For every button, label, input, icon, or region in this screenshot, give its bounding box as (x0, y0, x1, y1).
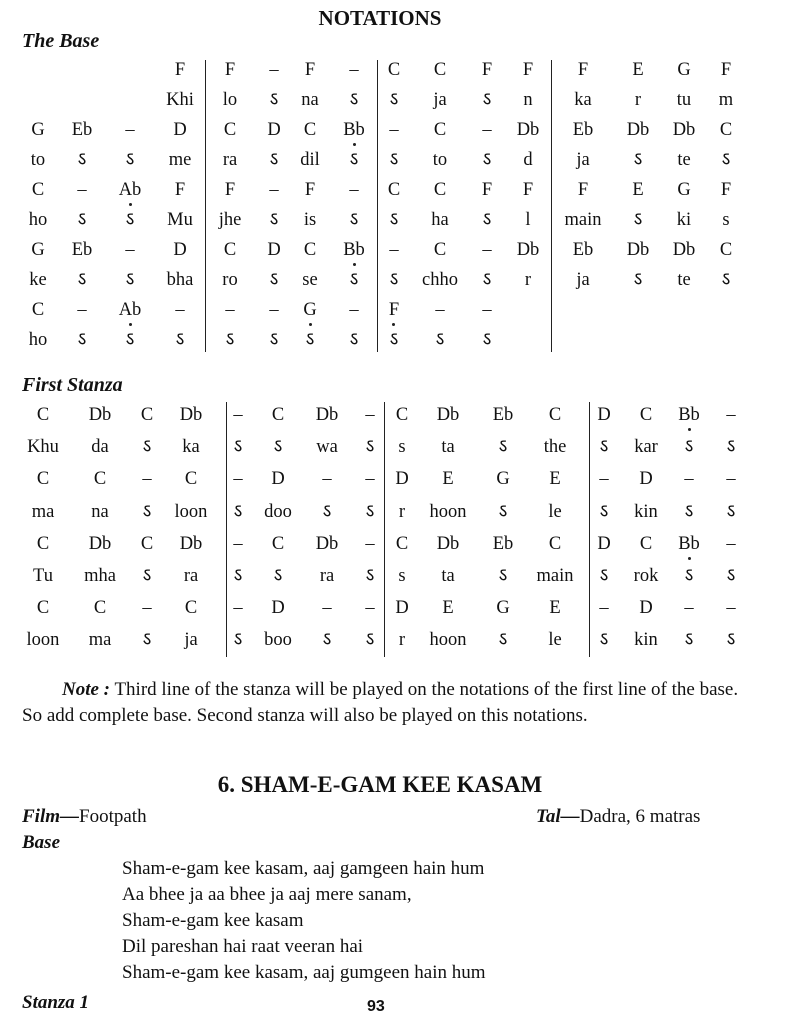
stanza_section-cell-r8-c8: ऽ (365, 630, 375, 651)
stanza_section-cell-r5-c8: – (365, 533, 375, 554)
stanza_section-cell-r1-c16: – (726, 405, 736, 425)
base_section-cell-r8-c9: ऽ (389, 270, 399, 290)
base_section-cell-r7-c1: G (31, 240, 45, 260)
base_section-cell-r5-c12: F (522, 180, 534, 200)
base_section-cell-r3-c2: Eb (71, 120, 93, 140)
lyric-line-5: Sham-e-gam kee kasam, aaj gumgeen hain hum (122, 962, 486, 983)
base_section-cell-r6-c8: ऽ (349, 210, 359, 230)
base_section-cell-r9-c9: F (388, 300, 400, 320)
base_section-cell-r2-c14: r (634, 90, 642, 110)
stanza_section-cell-r4-c11: ऽ (498, 501, 508, 522)
stanza_section-cell-r1-c9: C (395, 405, 409, 425)
stanza_section-cell-r2-c3: ऽ (142, 437, 152, 458)
base_section-cell-r9-c6: – (269, 300, 279, 320)
base_section-cell-r8-c8: ऽ (349, 270, 359, 290)
stanza_section-cell-r7-c7: – (322, 598, 332, 619)
base_section-cell-r3-c5: C (223, 120, 237, 140)
stanza_section-cell-r6-c12: main (536, 566, 574, 586)
stanza_section-cell-r3-c15: – (684, 469, 694, 490)
stanza_section-cell-r5-c1: C (36, 533, 50, 554)
base_section-cell-r4-c6: ऽ (269, 150, 279, 170)
base_section-cell-r10-c4: ऽ (175, 330, 185, 350)
base_section-cell-r2-c10: ja (433, 90, 447, 110)
base_section-cell-r3-c11: – (482, 120, 492, 140)
stanza_section-cell-r6-c5: ऽ (233, 566, 243, 586)
stanza_section-cell-r2-c1: Khu (27, 437, 59, 458)
stanza_section-cell-r4-c8: ऽ (365, 501, 375, 522)
stanza-heading: First Stanza (22, 374, 123, 396)
stanza_section-cell-r3-c11: G (496, 469, 510, 490)
lyric-line-4: Dil pareshan hai raat veeran hai (122, 936, 364, 957)
stanza_section-cell-r7-c13: – (599, 598, 609, 619)
base_section-cell-r7-c6: D (267, 240, 281, 260)
song-title: 6. SHAM-E-GAM KEE KASAM (217, 772, 543, 797)
stanza_section-cell-r1-c15: Bb (678, 405, 700, 425)
base_section-cell-r1-c7: F (304, 60, 316, 80)
base_section-cell-r7-c10: C (433, 240, 447, 260)
base_section-cell-r7-c3: – (125, 240, 135, 260)
stanza_section-cell-r8-c7: ऽ (322, 630, 332, 651)
stanza_section-cell-r7-c9: D (395, 598, 409, 619)
stanza_section-bar-line (226, 402, 227, 657)
base_section-cell-r7-c5: C (223, 240, 237, 260)
stanza_section-cell-r3-c10: E (442, 469, 454, 490)
base_section-cell-r2-c11: ऽ (482, 90, 492, 110)
tal-label: Tal— (536, 806, 580, 827)
base_section-cell-r6-c7: is (303, 210, 317, 230)
stanza_section-cell-r2-c10: ta (441, 437, 455, 458)
base_section-cell-r6-c3: ऽ (125, 210, 135, 230)
stanza-1-label: Stanza 1 (22, 992, 90, 1013)
base_section-cell-r1-c9: C (387, 60, 401, 80)
base_section-cell-r3-c15: Db (672, 120, 696, 140)
stanza_section-cell-r8-c11: ऽ (498, 630, 508, 651)
stanza_section-cell-r1-c4: Db (179, 405, 203, 425)
base_section-cell-r5-c1: C (31, 180, 45, 200)
base_section-cell-r7-c14: Db (626, 240, 650, 260)
stanza_section-cell-r3-c5: – (233, 469, 243, 490)
base_section-cell-r10-c10: ऽ (435, 330, 445, 350)
stanza_section-cell-r8-c2: ma (88, 630, 112, 651)
base_section-cell-r7-c15: Db (672, 240, 696, 260)
stanza_section-cell-r4-c3: ऽ (142, 501, 152, 522)
stanza_section-cell-r4-c10: hoon (429, 501, 467, 522)
base_section-cell-r6-c6: ऽ (269, 210, 279, 230)
base_section-cell-r9-c7: G (303, 300, 317, 320)
stanza_section-cell-r2-c8: ऽ (365, 437, 375, 458)
stanza_section-cell-r6-c3: ऽ (142, 566, 152, 586)
base_section-cell-r3-c12: Db (516, 120, 540, 140)
stanza_section-cell-r7-c4: C (184, 598, 198, 619)
stanza_section-cell-r2-c16: ऽ (726, 437, 736, 458)
base_section-cell-r5-c5: F (224, 180, 236, 200)
stanza_section-cell-r6-c9: s (398, 566, 406, 586)
base_section-cell-r1-c11: F (481, 60, 493, 80)
stanza_section-cell-r8-c10: hoon (429, 630, 467, 651)
base_section-cell-r4-c8: ऽ (349, 150, 359, 170)
lyric-line-2: Aa bhee ja aa bhee ja aaj mere sanam, (122, 884, 412, 905)
base_section-cell-r6-c5: jhe (218, 210, 242, 230)
base_section-cell-r8-c1: ke (29, 270, 47, 290)
base_section-cell-r9-c10: – (435, 300, 445, 320)
base_section-cell-r9-c2: – (77, 300, 87, 320)
stanza_section-cell-r3-c12: E (549, 469, 561, 490)
base_section-cell-r7-c4: D (173, 240, 187, 260)
stanza_section-cell-r3-c6: D (271, 469, 285, 490)
stanza_section-cell-r3-c1: C (36, 469, 50, 490)
stanza_section-cell-r8-c12: le (548, 630, 562, 651)
base_section-cell-r4-c1: to (30, 150, 46, 170)
stanza_section-cell-r8-c6: boo (264, 630, 292, 651)
stanza_section-cell-r1-c10: Db (436, 405, 460, 425)
base_section-cell-r6-c16: s (722, 210, 730, 230)
base_section-cell-r2-c6: ऽ (269, 90, 279, 110)
base_section-cell-r1-c10: C (433, 60, 447, 80)
base_section-cell-r7-c2: Eb (71, 240, 93, 260)
stanza_section-cell-r4-c16: ऽ (726, 501, 736, 522)
base_section-cell-r1-c5: F (224, 60, 236, 80)
base_section-cell-r6-c1: ho (28, 210, 48, 230)
base_section-cell-r8-c11: ऽ (482, 270, 492, 290)
stanza_section-cell-r6-c13: ऽ (599, 566, 609, 586)
base_section-cell-r5-c3: Ab (118, 180, 142, 200)
base_section-cell-r9-c8: – (349, 300, 359, 320)
lyric-line-3: Sham-e-gam kee kasam (122, 910, 304, 931)
base_section-cell-r8-c13: ja (576, 270, 590, 290)
base_section-cell-r1-c12: F (522, 60, 534, 80)
base_section-cell-r10-c2: ऽ (77, 330, 87, 350)
base_section-cell-r3-c16: C (719, 120, 733, 140)
base_section-cell-r8-c12: r (524, 270, 532, 290)
base_section-cell-r6-c9: ऽ (389, 210, 399, 230)
stanza_section-bar-line (589, 402, 590, 657)
base_section-cell-r9-c4: – (175, 300, 185, 320)
stanza_section-cell-r6-c6: ऽ (273, 566, 283, 586)
stanza_section-cell-r4-c4: loon (174, 501, 208, 522)
base_section-cell-r3-c4: D (173, 120, 187, 140)
stanza_section-cell-r6-c7: ra (319, 566, 335, 586)
base_section-cell-r5-c15: G (677, 180, 691, 200)
base_section-cell-r6-c4: Mu (167, 210, 193, 230)
stanza_section-cell-r7-c15: – (684, 598, 694, 619)
base_section-cell-r1-c14: E (632, 60, 644, 80)
base_section-cell-r7-c12: Db (516, 240, 540, 260)
stanza_section-cell-r7-c11: G (496, 598, 510, 619)
stanza_section-cell-r7-c6: D (271, 598, 285, 619)
base_section-cell-r10-c7: ऽ (305, 330, 315, 350)
stanza_section-cell-r1-c8: – (365, 405, 375, 425)
base_section-cell-r3-c14: Db (626, 120, 650, 140)
base_section-cell-r8-c3: ऽ (125, 270, 135, 290)
stanza_section-cell-r5-c16: – (726, 533, 736, 554)
stanza_section-cell-r1-c1: C (36, 405, 50, 425)
film-value: Footpath (79, 806, 147, 827)
stanza_section-cell-r5-c7: Db (315, 533, 339, 554)
base_section-cell-r5-c10: C (433, 180, 447, 200)
base_section-cell-r3-c7: C (303, 120, 317, 140)
base_section-cell-r8-c14: ऽ (633, 270, 643, 290)
stanza_section-cell-r2-c9: s (398, 437, 406, 458)
stanza_section-cell-r2-c7: wa (316, 437, 338, 458)
base_section-cell-r8-c6: ऽ (269, 270, 279, 290)
base_section-cell-r10-c3: ऽ (125, 330, 135, 350)
film-line (22, 804, 147, 830)
stanza_section-cell-r4-c2: na (91, 501, 109, 522)
stanza_section-cell-r3-c2: C (93, 469, 107, 490)
base_section-cell-r1-c15: G (677, 60, 691, 80)
base_section-cell-r8-c2: ऽ (77, 270, 87, 290)
base_section-cell-r3-c10: C (433, 120, 447, 140)
stanza_section-cell-r5-c12: C (548, 533, 562, 554)
stanza_section-cell-r3-c8: – (365, 469, 375, 490)
base_section-cell-r7-c16: C (719, 240, 733, 260)
film-label: Film— (22, 806, 80, 827)
stanza_section-cell-r2-c14: kar (634, 437, 658, 458)
base_section-cell-r2-c16: m (718, 90, 734, 110)
base_section-cell-r8-c4: bha (166, 270, 194, 290)
base_section-cell-r1-c4: F (174, 60, 186, 80)
stanza_section-cell-r3-c16: – (726, 469, 736, 490)
stanza_section-cell-r6-c10: ta (441, 566, 455, 586)
base_section-cell-r5-c13: F (577, 180, 589, 200)
base_section-cell-r7-c11: – (482, 240, 492, 260)
stanza_section-cell-r6-c11: ऽ (498, 566, 508, 586)
stanza_section-cell-r5-c5: – (233, 533, 243, 554)
stanza_section-cell-r2-c12: the (543, 437, 567, 458)
stanza_section-cell-r5-c14: C (639, 533, 653, 554)
base_section-cell-r10-c6: ऽ (269, 330, 279, 350)
base_section-cell-r3-c13: Eb (572, 120, 594, 140)
base_section-cell-r5-c11: F (481, 180, 493, 200)
stanza_section-cell-r1-c5: – (233, 405, 243, 425)
base_section-cell-r10-c5: ऽ (225, 330, 235, 350)
base_section-cell-r5-c16: F (720, 180, 732, 200)
stanza_section-cell-r2-c6: ऽ (273, 437, 283, 458)
stanza_section-cell-r7-c16: – (726, 598, 736, 619)
base_section-cell-r4-c13: ja (576, 150, 590, 170)
base_section-cell-r4-c2: ऽ (77, 150, 87, 170)
base_section-cell-r5-c7: F (304, 180, 316, 200)
base_section-cell-r4-c9: ऽ (389, 150, 399, 170)
stanza_section-cell-r1-c7: Db (315, 405, 339, 425)
base_section-cell-r7-c8: Bb (343, 240, 365, 260)
base_section-cell-r4-c11: ऽ (482, 150, 492, 170)
base_section-cell-r7-c13: Eb (572, 240, 594, 260)
stanza_section-cell-r4-c15: ऽ (684, 501, 694, 522)
base_section-cell-r8-c7: se (302, 270, 318, 290)
stanza_section-cell-r4-c9: r (398, 501, 406, 522)
stanza_section-cell-r8-c14: kin (634, 630, 658, 651)
base_section-cell-r2-c5: lo (222, 90, 238, 110)
stanza_section-cell-r7-c3: – (142, 598, 152, 619)
stanza_section-cell-r3-c4: C (184, 469, 198, 490)
stanza_section-cell-r1-c2: Db (88, 405, 112, 425)
base_section-cell-r10-c1: ho (28, 330, 48, 350)
stanza_section-cell-r7-c1: C (36, 598, 50, 619)
stanza_section-cell-r7-c8: – (365, 598, 375, 619)
stanza_section-cell-r7-c14: D (639, 598, 653, 619)
stanza_section-cell-r8-c5: ऽ (233, 630, 243, 651)
base_section-cell-r2-c15: tu (676, 90, 692, 110)
stanza_section-cell-r2-c5: ऽ (233, 437, 243, 458)
stanza_section-cell-r6-c15: ऽ (684, 566, 694, 586)
stanza_section-cell-r8-c3: ऽ (142, 630, 152, 651)
base_section-cell-r5-c8: – (349, 180, 359, 200)
base_section-cell-r1-c16: F (720, 60, 732, 80)
stanza_section-cell-r5-c9: C (395, 533, 409, 554)
base_section-cell-r8-c10: chho (422, 270, 458, 290)
stanza_section-cell-r8-c4: ja (184, 630, 198, 651)
stanza_section-cell-r5-c6: C (271, 533, 285, 554)
base_section-cell-r2-c13: ka (574, 90, 592, 110)
base_section-cell-r3-c9: – (389, 120, 399, 140)
stanza_section-cell-r4-c1: ma (31, 501, 55, 522)
stanza_section-cell-r6-c2: mha (84, 566, 116, 586)
base_section-cell-r5-c2: – (77, 180, 87, 200)
base_section-cell-r2-c4: Khi (166, 90, 194, 110)
stanza_section-cell-r5-c2: Db (88, 533, 112, 554)
base_section-cell-r3-c6: D (267, 120, 281, 140)
lyric-line-1: Sham-e-gam kee kasam, aaj gamgeen hain hum (122, 858, 485, 879)
base_section-cell-r1-c13: F (577, 60, 589, 80)
base_section-cell-r2-c12: n (523, 90, 533, 110)
stanza_section-cell-r7-c2: C (93, 598, 107, 619)
base-heading: The Base (22, 30, 100, 52)
base_section-cell-r7-c7: C (303, 240, 317, 260)
base_section-cell-r10-c8: ऽ (349, 330, 359, 350)
base_section-cell-r8-c15: te (677, 270, 691, 290)
base_section-cell-r2-c8: ऽ (349, 90, 359, 110)
note-label: Note : (62, 679, 111, 700)
base_section-cell-r2-c7: na (301, 90, 319, 110)
base_section-cell-r6-c10: ha (431, 210, 449, 230)
base_section-cell-r4-c12: d (523, 150, 533, 170)
base_section-cell-r6-c12: l (525, 210, 531, 230)
stanza_section-cell-r4-c7: ऽ (322, 501, 332, 522)
stanza_section-cell-r3-c9: D (395, 469, 409, 490)
base_section-cell-r4-c7: dil (300, 150, 320, 170)
base_section-cell-r2-c9: ऽ (389, 90, 399, 110)
stanza_section-cell-r3-c13: – (599, 469, 609, 490)
base_section-cell-r4-c15: te (677, 150, 691, 170)
stanza_section-cell-r5-c4: Db (179, 533, 203, 554)
base_section-cell-r5-c4: F (174, 180, 186, 200)
stanza_section-cell-r1-c11: Eb (492, 405, 514, 425)
stanza_section-cell-r7-c5: – (233, 598, 243, 619)
stanza_section-cell-r7-c12: E (549, 598, 561, 619)
stanza_section-cell-r8-c15: ऽ (684, 630, 694, 651)
base_section-cell-r3-c3: – (125, 120, 135, 140)
tal-line (536, 804, 700, 830)
stanza_section-cell-r6-c14: rok (633, 566, 659, 586)
page-title: NOTATIONS (318, 6, 442, 30)
stanza_section-cell-r8-c16: ऽ (726, 630, 736, 651)
base_section-cell-r9-c1: C (31, 300, 45, 320)
base_section-cell-r4-c10: to (432, 150, 448, 170)
stanza_section-cell-r4-c6: doo (264, 501, 292, 522)
stanza_section-cell-r5-c11: Eb (492, 533, 514, 554)
stanza_section-cell-r3-c7: – (322, 469, 332, 490)
stanza_section-cell-r2-c13: ऽ (599, 437, 609, 458)
stanza_section-cell-r6-c4: ra (183, 566, 199, 586)
stanza_section-cell-r4-c12: le (548, 501, 562, 522)
base_section-cell-r4-c14: ऽ (633, 150, 643, 170)
base_section-cell-r3-c1: G (31, 120, 45, 140)
base_section-cell-r4-c16: ऽ (721, 150, 731, 170)
base_section-cell-r9-c5: – (225, 300, 235, 320)
base_section-cell-r6-c14: ऽ (633, 210, 643, 230)
stanza_section-cell-r3-c14: D (639, 469, 653, 490)
base_section-cell-r6-c2: ऽ (77, 210, 87, 230)
stanza_section-cell-r4-c13: ऽ (599, 501, 609, 522)
stanza_section-cell-r6-c8: ऽ (365, 566, 375, 586)
stanza_section-cell-r7-c10: E (442, 598, 454, 619)
base_section-cell-r10-c9: ऽ (389, 330, 399, 350)
stanza_section-cell-r4-c14: kin (634, 501, 658, 522)
stanza_section-cell-r8-c1: loon (26, 630, 60, 651)
stanza_section-cell-r1-c14: C (639, 405, 653, 425)
stanza_section-cell-r2-c11: ऽ (498, 437, 508, 458)
stanza_section-cell-r1-c12: C (548, 405, 562, 425)
base_section-cell-r8-c5: ro (222, 270, 238, 290)
stanza_section-cell-r3-c3: – (142, 469, 152, 490)
note-text: Third line of the stanza will be played on the notations of the first line of the base. So add complete base. Second stanza will also be played on this notations. (22, 679, 739, 726)
base_section-cell-r5-c6: – (269, 180, 279, 200)
base_section-cell-r9-c3: Ab (118, 300, 142, 320)
base_section-cell-r8-c16: ऽ (721, 270, 731, 290)
base_section-cell-r3-c8: Bb (343, 120, 365, 140)
stanza_section-cell-r2-c2: da (91, 437, 109, 458)
stanza_section-cell-r1-c6: C (271, 405, 285, 425)
base_section-cell-r1-c8: – (349, 60, 359, 80)
base_section-cell-r4-c4: me (168, 150, 192, 170)
stanza_section-cell-r1-c3: C (140, 405, 154, 425)
base_section-cell-r4-c5: ra (222, 150, 238, 170)
note-paragraph (22, 677, 742, 729)
base_section-cell-r9-c11: – (482, 300, 492, 320)
base_section-cell-r10-c11: ऽ (482, 330, 492, 350)
stanza_section-cell-r2-c15: ऽ (684, 437, 694, 458)
stanza_section-cell-r2-c4: ka (182, 437, 200, 458)
stanza_section-cell-r8-c13: ऽ (599, 630, 609, 651)
tal-value: Dadra, 6 matras (579, 806, 701, 827)
stanza_section-cell-r5-c10: Db (436, 533, 460, 554)
base_section-cell-r6-c15: ki (676, 210, 692, 230)
base_section-cell-r1-c6: – (269, 60, 279, 80)
stanza_section-cell-r6-c16: ऽ (726, 566, 736, 586)
base_section-cell-r5-c9: C (387, 180, 401, 200)
stanza_section-cell-r5-c15: Bb (678, 533, 700, 554)
base_section-cell-r7-c9: – (389, 240, 399, 260)
stanza_section-cell-r4-c5: ऽ (233, 501, 243, 522)
lyrics-base-label: Base (22, 832, 60, 853)
stanza_section-cell-r1-c13: D (597, 405, 611, 425)
stanza_section-bar-line (384, 402, 385, 657)
stanza_section-cell-r5-c3: C (140, 533, 154, 554)
stanza_section-cell-r5-c13: D (597, 533, 611, 554)
base_section-cell-r6-c11: ऽ (482, 210, 492, 230)
base_section-cell-r4-c3: ऽ (125, 150, 135, 170)
page-number: 93 (367, 998, 385, 1015)
base_section-cell-r5-c14: E (632, 180, 644, 200)
stanza_section-cell-r8-c9: r (398, 630, 406, 651)
stanza_section-cell-r6-c1: Tu (33, 566, 53, 586)
base_section-cell-r6-c13: main (564, 210, 602, 230)
